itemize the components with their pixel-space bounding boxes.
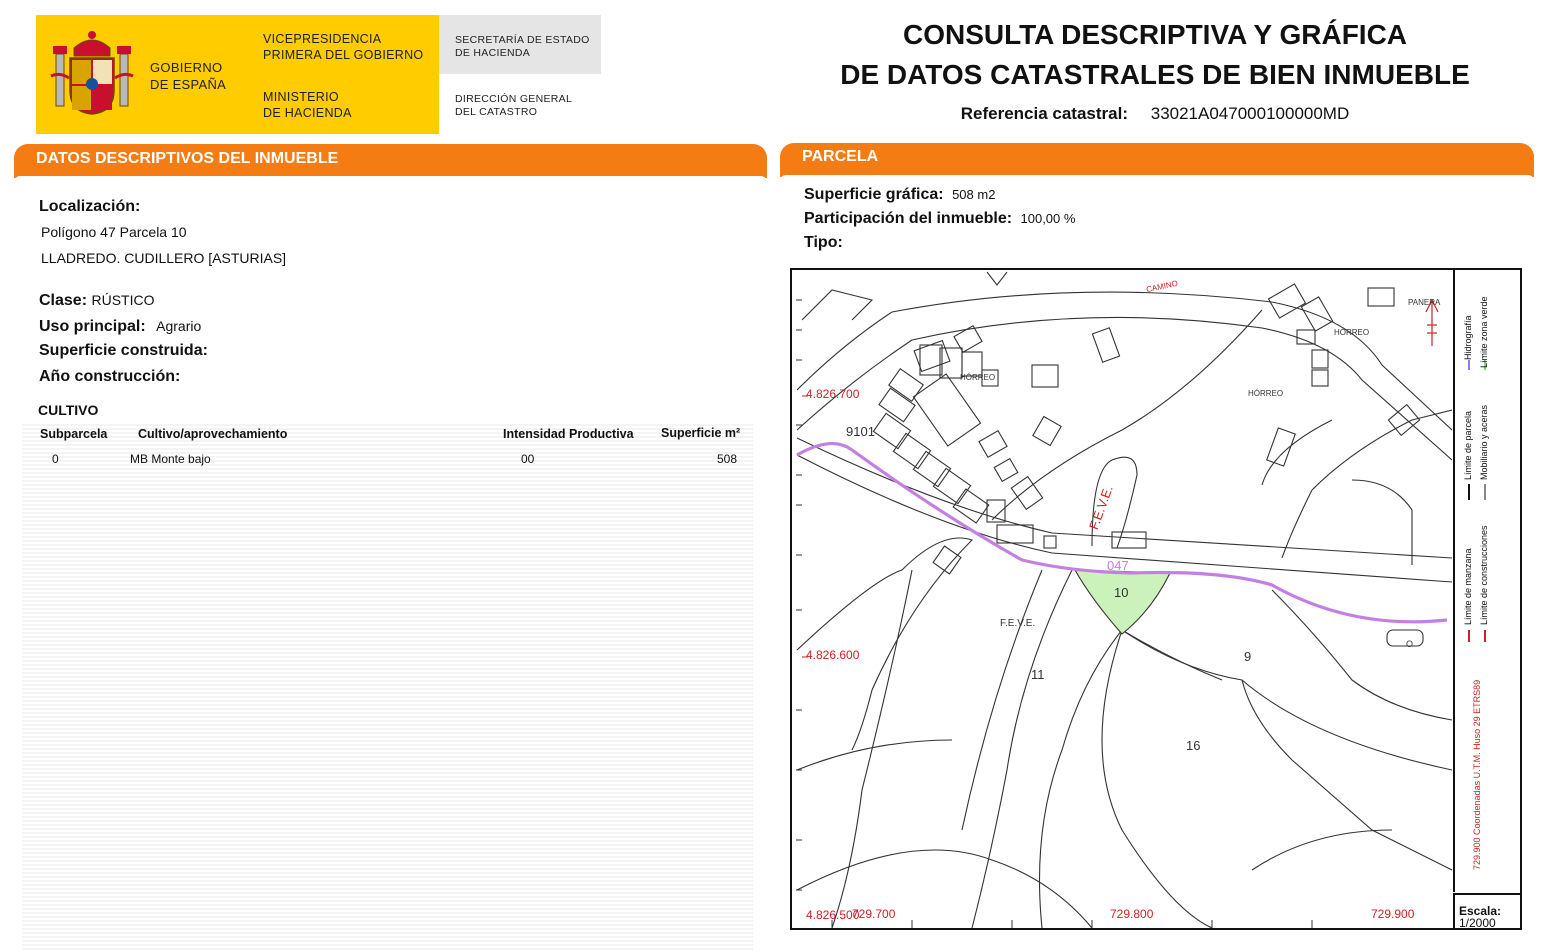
coord-x3: 729.900 <box>1371 907 1415 921</box>
clase-row <box>39 292 154 310</box>
uso-row <box>39 318 201 336</box>
legend-hidrografia: Hidrografía <box>1463 315 1473 360</box>
tipo-label: Tipo: <box>804 234 843 251</box>
map-legend <box>1453 270 1522 892</box>
legend-manzana: Límite de manzana <box>1463 548 1473 625</box>
col-subparcela: Subparcela <box>40 427 108 441</box>
referencia-catastral <box>800 104 1510 124</box>
label-camino: CAMINO <box>1145 278 1179 295</box>
ministerio-label: MINISTERIO DE HACIENDA <box>263 90 352 120</box>
col-superficie: Superficie m² <box>661 426 741 440</box>
ref-label: Referencia catastral: <box>960 104 1128 123</box>
label-parcela-10: 10 <box>1114 585 1129 600</box>
cultivo-table <box>22 424 753 952</box>
label-panera: PANERA <box>1408 298 1441 307</box>
legend-construcciones: Límite de construcciones <box>1479 525 1489 625</box>
ref-value: 33021A047000100000MD <box>1150 104 1350 123</box>
superficie-construida-label: Superficie construida: <box>39 342 208 359</box>
clase-label: Clase: <box>39 292 88 309</box>
escala-label: Escala: <box>1459 904 1502 918</box>
clase-value: RÚSTICO <box>91 292 155 308</box>
legend-mobiliario: Mobiliario y aceras <box>1479 404 1489 480</box>
scale-box <box>1453 893 1522 930</box>
label-horreo-3: HÓRREO <box>1248 389 1284 398</box>
label-poligono: 047 <box>1107 558 1129 573</box>
coord-x1: 729.700 <box>852 907 896 921</box>
coat-of-arms-icon <box>50 26 134 118</box>
label-parcela-16: 16 <box>1186 738 1201 753</box>
label-feve: F.E.V.E. <box>1000 618 1036 629</box>
col-cultivo: Cultivo/aprovechamiento <box>138 427 288 441</box>
table-row-intensidad: 00 <box>521 452 535 466</box>
descriptivos-header <box>14 144 767 178</box>
coord-x2: 729.800 <box>1110 907 1154 921</box>
localizacion-line1: Polígono 47 Parcela 10 <box>41 224 187 240</box>
parcela-title: PARCELA <box>802 148 879 165</box>
descriptivos-title: DATOS DESCRIPTIVOS DEL INMUEBLE <box>36 150 339 167</box>
escala-value: 1/2000 <box>1459 916 1496 930</box>
anio-construccion-label: Año construcción: <box>39 368 181 385</box>
sup-grafica-row <box>804 186 995 204</box>
label-o: O <box>1406 639 1414 649</box>
label-parcela-9101: 9101 <box>846 424 875 439</box>
sup-grafica-label: Superficie gráfica: <box>804 186 944 203</box>
label-horreo-2: HÓRREO <box>1334 328 1370 337</box>
cultivo-title: CULTIVO <box>38 402 99 418</box>
direccion-label: DIRECCIÓN GENERAL DEL CATASTRO <box>455 93 573 118</box>
col-intensidad: Intensidad Productiva <box>503 427 634 441</box>
table-row-subparcela: 0 <box>52 452 59 466</box>
coord-y2: 4.826.600 <box>806 648 860 662</box>
legend-zona-verde: Límite zona verde <box>1479 296 1489 368</box>
localizacion-line2: LLADREDO. CUDILLERO [ASTURIAS] <box>41 250 287 266</box>
uso-value: Agrario <box>156 318 202 334</box>
label-parcela-9: 9 <box>1244 649 1252 664</box>
participacion-value: 100,00 % <box>1020 211 1076 226</box>
uso-label: Uso principal: <box>39 318 146 335</box>
table-row-cultivo: MB Monte bajo <box>130 452 211 466</box>
secretaria-label: SECRETARÍA DE ESTADO DE HACIENDA <box>455 34 590 59</box>
participacion-row <box>804 210 1075 228</box>
table-row-superficie: 508 <box>716 452 737 466</box>
label-parcela-11: 11 <box>1031 667 1045 682</box>
coord-y3: 4.826.500 <box>806 908 860 922</box>
coord-y1: 4.826.700 <box>806 387 860 401</box>
parcela-header <box>780 143 1534 177</box>
sup-grafica-value: 508 m2 <box>952 187 996 202</box>
vicepresidencia-label: VICEPRESIDENCIA PRIMERA DEL GOBIERNO <box>263 32 424 62</box>
participacion-label: Participación del inmueble: <box>804 210 1013 227</box>
page-title: CONSULTA DESCRIPTIVA Y GRÁFICA DE DATOS CATASTRALES DE BIEN INMUEBLE <box>840 19 1470 90</box>
label-horreo-1: HÓRREO <box>960 373 996 382</box>
gobierno-label: GOBIERNO DE ESPAÑA <box>150 60 227 92</box>
legend-parcela: Límite de parcela <box>1463 410 1473 480</box>
label-feve-vertical: F.E.V.E. <box>1086 483 1116 532</box>
localizacion-label: Localización: <box>39 198 141 215</box>
legend-coordenadas: 729.900 Coordenadas U.T.M. Huso 29 ETRS89 <box>1472 679 1482 870</box>
